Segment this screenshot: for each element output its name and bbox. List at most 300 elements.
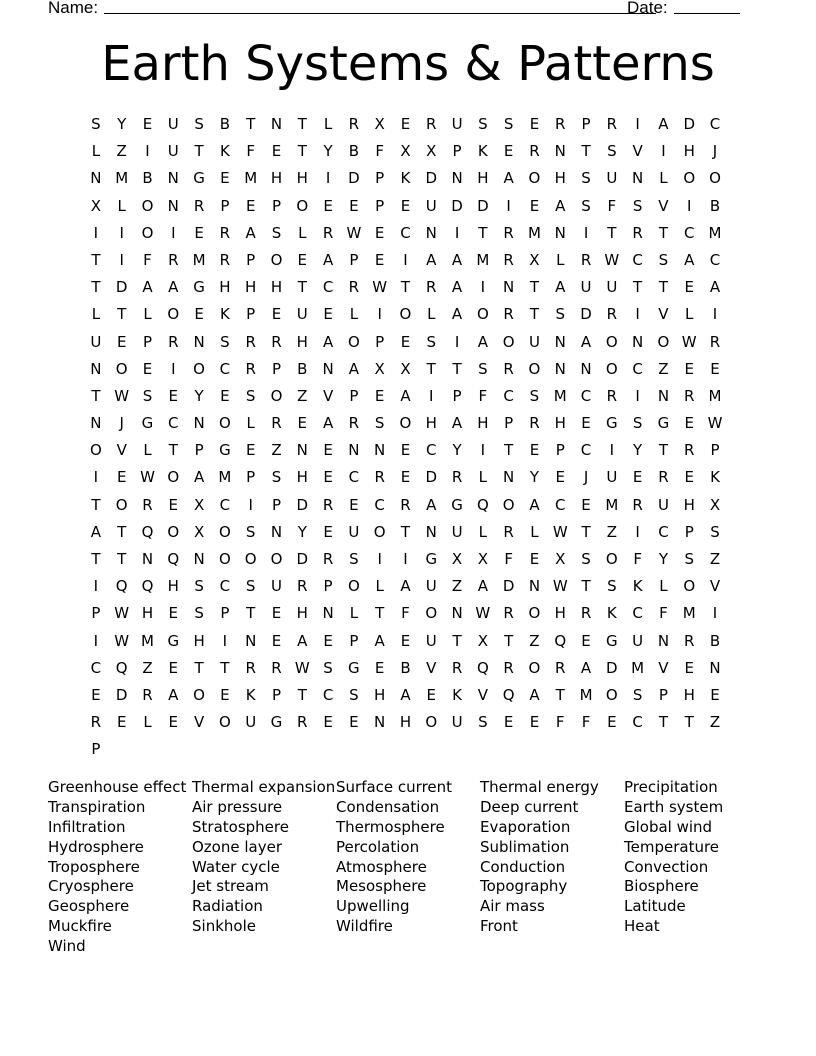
grid-letter: F [504, 550, 513, 568]
grid-letter: M [192, 250, 206, 269]
grid-letter: I [171, 359, 176, 378]
grid-letter: P [271, 495, 281, 514]
grid-letter: R [503, 305, 514, 324]
word-list-item: Precipitation [624, 778, 718, 796]
grid-letter: W [114, 386, 130, 405]
grid-letter: I [119, 223, 124, 242]
grid-letter: N [193, 332, 205, 351]
grid-letter: T [607, 223, 617, 242]
word-list-item: Air pressure [192, 797, 283, 816]
grid-letter: S [91, 115, 101, 133]
grid-letter: P [452, 142, 462, 161]
grid-letter: R [297, 713, 308, 732]
grid-letter: T [297, 685, 307, 704]
grid-letter: L [478, 468, 488, 487]
grid-letter: S [245, 522, 256, 541]
grid-letter: R [503, 604, 514, 623]
grid-letter: R [529, 142, 540, 161]
grid-letter: A [477, 577, 488, 596]
grid-letter: V [658, 305, 669, 324]
grid-letter: E [374, 250, 385, 269]
grid-letter: S [374, 414, 385, 433]
grid-letter: G [657, 414, 670, 433]
grid-letter: C [219, 577, 231, 596]
grid-letter: U [451, 713, 463, 732]
grid-letter: R [400, 495, 411, 514]
grid-letter: U [606, 169, 618, 188]
grid-letter: E [529, 441, 540, 460]
grid-letter: O [605, 332, 618, 351]
grid-letter: I [687, 196, 692, 215]
name-label: Name: [48, 0, 99, 17]
grid-letter: U [245, 713, 257, 732]
grid-letter: R [90, 713, 102, 732]
grid-letter: Q [476, 495, 489, 514]
grid-letter: F [143, 250, 152, 269]
grid-letter: R [219, 223, 231, 242]
grid-letter: F [375, 142, 384, 161]
word-list-item: Front [480, 917, 518, 936]
grid-letter: T [504, 631, 514, 650]
grid-letter: H [270, 169, 283, 188]
grid-letter: Y [194, 386, 204, 405]
grid-letter: M [476, 250, 490, 269]
grid-letter: X [90, 196, 102, 215]
grid-letter: U [425, 577, 437, 596]
grid-letter: X [477, 550, 488, 568]
grid-letter: B [219, 115, 231, 133]
grid-letter: X [426, 142, 437, 161]
grid-letter: B [709, 196, 721, 215]
grid-letter: T [658, 441, 669, 460]
grid-letter: G [270, 713, 283, 732]
grid-letter: P [271, 359, 281, 378]
grid-letter: P [91, 740, 101, 759]
grid-letter: I [248, 495, 253, 514]
grid-letter: O [347, 332, 360, 351]
grid-letter: U [580, 278, 592, 297]
grid-letter: T [581, 142, 591, 161]
word-list-item: Infiltration [48, 817, 126, 836]
grid-letter: S [426, 332, 437, 351]
grid-letter: S [194, 115, 204, 133]
grid-letter: I [93, 631, 99, 650]
grid-letter: I [583, 223, 589, 242]
name-blank-line [104, 13, 656, 14]
grid-letter: E [245, 196, 256, 215]
grid-letter: S [658, 250, 669, 269]
grid-letter: P [349, 386, 359, 405]
grid-letter: A [168, 278, 179, 297]
grid-letter: F [633, 550, 642, 568]
grid-letter: L [323, 115, 333, 133]
grid-letter: R [684, 386, 695, 405]
grid-letter: B [348, 142, 360, 161]
grid-letter: T [117, 305, 127, 324]
grid-letter: K [452, 685, 462, 704]
grid-letter: R [684, 441, 695, 460]
grid-letter: O [270, 550, 283, 568]
grid-letter: A [322, 332, 334, 351]
grid-letter: N [554, 142, 566, 161]
grid-letter: E [349, 713, 359, 732]
grid-letter: O [270, 250, 283, 269]
grid-letter: M [115, 169, 129, 188]
word-list-item: Ozone layer [192, 837, 282, 856]
grid-letter: H [219, 278, 231, 297]
grid-letter: S [478, 713, 488, 732]
grid-letter: K [219, 305, 230, 324]
grid-letter: E [400, 332, 411, 351]
grid-letter: V [632, 142, 643, 161]
grid-letter: Q [502, 685, 515, 704]
grid-letter: B [400, 658, 411, 677]
grid-letter: V [477, 685, 488, 704]
grid-letter: L [530, 522, 539, 541]
grid-letter: T [400, 278, 411, 297]
grid-letter: N [425, 223, 437, 242]
grid-letter: O [141, 196, 154, 215]
grid-letter: S [349, 550, 359, 568]
grid-letter: R [348, 278, 360, 297]
grid-letter: I [454, 332, 460, 351]
grid-letter: A [400, 577, 411, 596]
grid-letter: N [374, 713, 386, 732]
grid-letter: B [142, 169, 153, 188]
word-list-item: Troposphere [48, 857, 140, 876]
grid-letter: E [684, 468, 694, 487]
grid-letter: Z [529, 631, 540, 650]
grid-letter: S [581, 196, 591, 215]
grid-letter: W [346, 223, 362, 242]
grid-letter: R [503, 223, 514, 242]
date-blank-line [674, 13, 740, 14]
grid-letter: C [219, 359, 231, 378]
grid-letter: D [502, 577, 515, 596]
grid-letter: L [298, 223, 307, 242]
grid-letter: F [478, 386, 488, 405]
grid-letter: O [425, 713, 438, 732]
grid-letter: D [296, 550, 309, 568]
grid-letter: S [607, 142, 617, 161]
grid-letter: Q [141, 522, 154, 541]
word-list-item: Percolation [336, 837, 420, 856]
grid-letter: O [528, 169, 541, 188]
word-list-item: Hydrosphere [48, 837, 144, 856]
grid-letter: N [657, 386, 670, 405]
word-list-item: Latitude [624, 897, 686, 916]
grid-letter: P [246, 250, 256, 269]
grid-letter: A [400, 685, 411, 704]
grid-letter: L [659, 169, 668, 188]
grid-letter: R [322, 223, 334, 242]
grid-letter: O [167, 468, 180, 487]
grid-letter: Q [115, 577, 128, 596]
grid-letter: H [296, 468, 308, 487]
grid-letter: I [712, 305, 718, 324]
grid-letter: D [115, 278, 128, 297]
grid-letter: L [143, 441, 152, 460]
grid-letter: O [218, 522, 231, 541]
date-label: Date: [627, 0, 668, 17]
grid-letter: I [635, 522, 640, 541]
grid-letter: E [684, 658, 694, 677]
grid-letter: Y [323, 142, 333, 161]
grid-letter: N [167, 196, 179, 215]
grid-letter: U [425, 631, 437, 650]
grid-letter: C [219, 495, 231, 514]
grid-letter: P [375, 196, 385, 215]
grid-letter: E [168, 495, 179, 514]
grid-letter: P [375, 332, 385, 351]
grid-letter: P [323, 577, 333, 596]
grid-letter: V [658, 658, 669, 677]
word-list-item: Condensation [336, 797, 440, 816]
grid-letter: G [425, 550, 438, 568]
grid-letter: Z [297, 386, 308, 405]
word-list-item: Greenhouse effect [48, 778, 187, 796]
grid-letter: R [348, 115, 360, 133]
grid-letter: H [245, 278, 257, 297]
grid-letter: K [710, 468, 720, 487]
grid-letter: X [529, 250, 540, 269]
grid-letter: N [245, 631, 257, 650]
grid-letter: V [709, 577, 721, 596]
grid-letter: H [425, 414, 437, 433]
grid-letter: A [503, 169, 514, 188]
grid-letter: O [502, 332, 515, 351]
grid-letter: I [506, 196, 511, 215]
word-list-item: Conduction [480, 857, 566, 876]
grid-letter: C [632, 604, 643, 623]
grid-letter: C [632, 250, 643, 269]
grid-letter: N [348, 441, 360, 460]
grid-letter: O [244, 550, 257, 568]
word-list-item: Sublimation [480, 837, 570, 856]
grid-letter: T [581, 577, 591, 596]
grid-letter: J [583, 468, 589, 487]
grid-letter: I [635, 115, 640, 133]
grid-letter: A [426, 495, 437, 514]
grid-letter: I [403, 550, 408, 568]
grid-letter: N [632, 332, 644, 351]
grid-letter: N [580, 359, 592, 378]
grid-letter: R [709, 332, 721, 351]
grid-letter: X [709, 495, 721, 514]
grid-letter: O [347, 577, 360, 596]
grid-letter: W [372, 278, 388, 297]
grid-letter: E [116, 468, 127, 487]
grid-letter: G [451, 495, 463, 514]
grid-letter: R [168, 332, 179, 351]
grid-letter: L [556, 250, 565, 269]
grid-letter: O [373, 522, 386, 541]
grid-letter: E [323, 522, 333, 541]
grid-letter: H [399, 713, 412, 732]
grid-letter: B [297, 359, 308, 378]
word-list-item: Transpiration [48, 797, 146, 816]
grid-letter: Q [476, 658, 489, 677]
grid-letter: O [218, 414, 231, 433]
grid-letter: L [349, 604, 359, 623]
word-list [48, 778, 768, 957]
grid-letter: N [90, 359, 102, 378]
grid-letter: C [90, 658, 102, 677]
grid-letter: D [451, 196, 463, 215]
grid-letter: R [142, 685, 153, 704]
grid-letter: R [632, 495, 643, 514]
word-list-item: Air mass [480, 897, 545, 916]
grid-letter: A [297, 631, 308, 650]
grid-letter: A [580, 332, 592, 351]
grid-letter: U [528, 332, 540, 351]
grid-letter: I [325, 169, 331, 188]
grid-letter: O [399, 414, 412, 433]
grid-letter: W [552, 577, 568, 596]
grid-letter: S [503, 115, 514, 133]
grid-letter: E [142, 359, 153, 378]
grid-letter: N [632, 169, 644, 188]
grid-letter: R [426, 115, 437, 133]
grid-letter: U [348, 522, 360, 541]
grid-letter: U [451, 115, 463, 133]
grid-letter: I [661, 142, 666, 161]
grid-letter: R [658, 468, 669, 487]
grid-letter: A [580, 658, 592, 677]
grid-letter: R [503, 658, 514, 677]
grid-letter: N [554, 332, 566, 351]
grid-letter: M [708, 223, 722, 242]
grid-letter: I [454, 223, 460, 242]
grid-letter: T [452, 631, 462, 650]
grid-letter: R [503, 522, 514, 541]
grid-letter: X [400, 142, 411, 161]
grid-letter: E [271, 305, 282, 324]
grid-letter: W [681, 332, 697, 351]
grid-letter: I [222, 631, 228, 650]
grid-letter: E [271, 604, 282, 623]
grid-letter: E [297, 414, 308, 433]
grid-letter: N [141, 550, 154, 568]
grid-letter: O [89, 441, 102, 460]
grid-letter: E [555, 468, 565, 487]
grid-letter: H [374, 685, 386, 704]
grid-letter: L [143, 305, 152, 324]
grid-letter: B [709, 631, 721, 650]
grid-letter: N [503, 278, 515, 297]
grid-letter: O [270, 386, 283, 405]
grid-letter: C [348, 468, 360, 487]
grid-letter: A [245, 223, 256, 242]
grid-letter: R [555, 658, 566, 677]
grid-letter: N [425, 522, 437, 541]
grid-letter: T [478, 223, 488, 242]
grid-letter: R [219, 250, 231, 269]
grid-letter: U [296, 305, 308, 324]
grid-letter: A [684, 250, 695, 269]
grid-letter: T [400, 522, 411, 541]
grid-letter: E [297, 250, 308, 269]
grid-letter: E [400, 468, 411, 487]
grid-letter: I [635, 386, 640, 405]
grid-letter: I [480, 278, 486, 297]
grid-letter: U [632, 631, 644, 650]
grid-letter: A [168, 685, 179, 704]
grid-letter: S [194, 577, 204, 596]
word-list-item: Sinkhole [192, 917, 256, 936]
grid-letter: N [657, 631, 670, 650]
grid-letter: L [375, 577, 384, 596]
grid-letter: E [503, 142, 514, 161]
grid-letter: A [529, 495, 540, 514]
grid-letter: A [400, 386, 411, 405]
grid-letter: P [220, 604, 230, 623]
grid-letter: Y [297, 522, 307, 541]
grid-letter: T [426, 359, 436, 378]
grid-letter: L [685, 305, 694, 324]
word-list-item: Stratosphere [192, 817, 289, 836]
word-list-item: Convection [624, 857, 709, 876]
grid-letter: R [606, 305, 618, 324]
grid-letter: K [400, 169, 411, 188]
grid-letter: S [323, 658, 333, 677]
grid-letter: C [322, 685, 334, 704]
grid-letter: A [658, 115, 669, 133]
grid-letter: E [349, 196, 359, 215]
grid-letter: N [374, 441, 386, 460]
grid-letter: O [528, 604, 541, 623]
word-list-item: Thermal energy [480, 778, 599, 796]
grid-letter: Q [167, 550, 180, 568]
grid-letter: R [297, 577, 308, 596]
grid-letter: A [90, 522, 102, 541]
grid-letter: N [90, 169, 102, 188]
grid-letter: P [658, 685, 668, 704]
grid-letter: Z [709, 713, 721, 732]
grid-letter: U [90, 332, 102, 351]
grid-letter: N [528, 577, 541, 596]
grid-letter: S [478, 359, 488, 378]
grid-letter: E [684, 414, 694, 433]
grid-letter: X [374, 359, 385, 378]
grid-letter: H [554, 414, 566, 433]
grid-letter: N [270, 115, 283, 133]
grid-letter: O [683, 169, 696, 188]
grid-letter: L [427, 305, 436, 324]
grid-letter: R [245, 359, 256, 378]
grid-letter: T [297, 278, 307, 297]
grid-letter: M [141, 631, 154, 650]
grid-letter: T [91, 250, 101, 269]
word-list-item: Biosphere [624, 877, 699, 896]
grid-letter: K [219, 142, 230, 161]
grid-letter: A [322, 414, 334, 433]
grid-letter: C [555, 495, 566, 514]
grid-letter: G [141, 414, 154, 433]
grid-letter: A [451, 305, 463, 324]
grid-letter: H [477, 414, 489, 433]
grid-letter: C [683, 223, 695, 242]
grid-letter: U [167, 142, 179, 161]
grid-letter: E [323, 305, 333, 324]
grid-letter: T [91, 495, 101, 514]
grid-letter: P [684, 522, 694, 541]
grid-letter: G [219, 441, 231, 460]
grid-letter: P [581, 115, 591, 133]
grid-letter: T [91, 550, 101, 568]
grid-letter: I [429, 386, 434, 405]
grid-letter: R [322, 550, 334, 568]
